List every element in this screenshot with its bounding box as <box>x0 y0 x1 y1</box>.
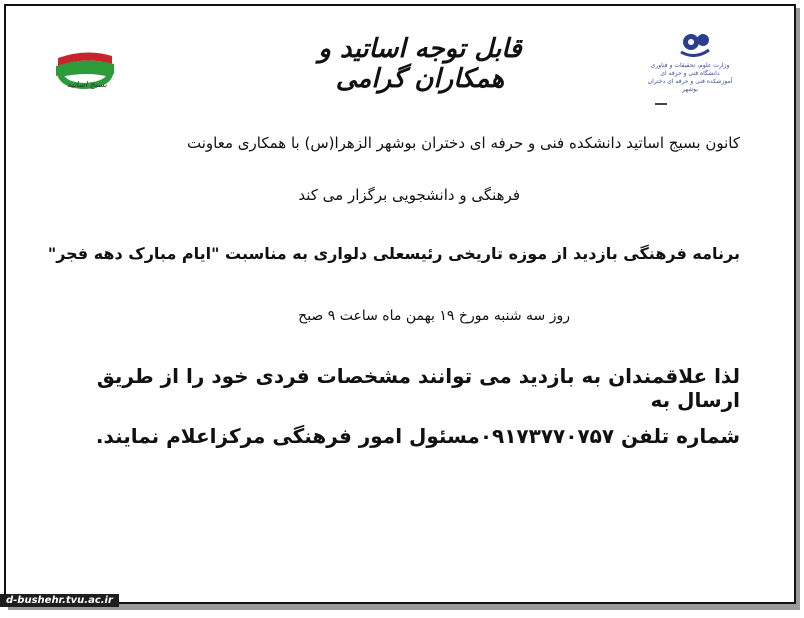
divider <box>655 103 667 105</box>
page-title: قابل توجه اساتید و همکاران گرامی <box>318 34 522 94</box>
body-line-2: فرهنگی و دانشجویی برگزار می کند <box>298 186 520 204</box>
program-title: برنامه فرهنگی بازدید از موزه تاریخی رئیسعلی دلواری به مناسبت "ایام مبارک دهه فجر" <box>47 244 740 263</box>
site-watermark: d-bushehr.tvu.ac.ir <box>0 594 119 607</box>
body-line-5: لذا علاقمندان به بازدید می توانند مشخصات فردی خود را از طریق ارسال به <box>96 364 740 412</box>
contact-phone-line: شماره تلفن ۰۹۱۷۳۷۷۰۷۵۷مسئول امور فرهنگی مرکزاعلام نمایند. <box>95 424 740 448</box>
basij-asatid-logo <box>46 44 126 104</box>
body-line-1: کانون بسیج اساتید دانشکده فنی و حرفه ای دختران بوشهر الزهرا(س) با همکاری معاونت <box>187 134 740 152</box>
event-date: روز سه شنبه مورخ ۱۹ بهمن ماه ساعت ۹ صبح <box>298 308 570 324</box>
right-logo-caption: وزارت علوم، تحقیقات و فناوری دانشگاه فنی و حرفه ای آموزشکده فنی و حرفه ای دختران بوشهر <box>647 62 733 93</box>
left-logo-caption: بسیج اساتید <box>67 80 107 89</box>
